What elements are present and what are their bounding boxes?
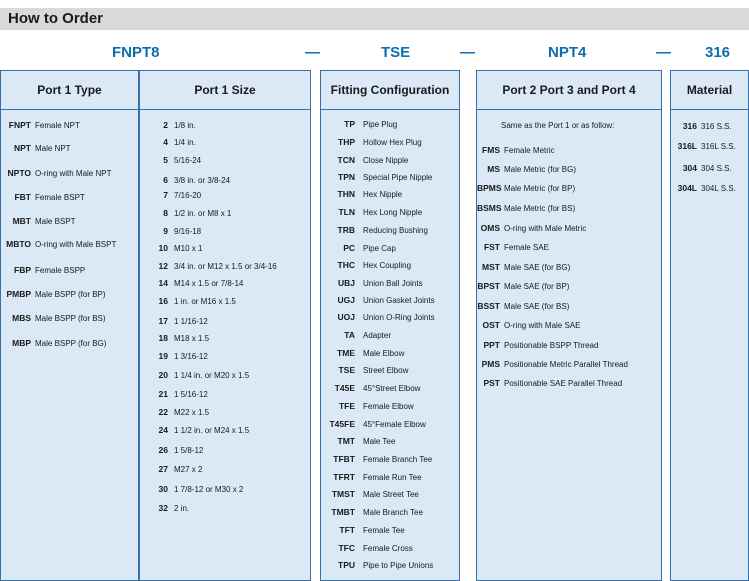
list-item: 8 1/2 in. or M8 x 1 [163, 208, 232, 218]
order-code-fitting: TSE [381, 44, 411, 61]
list-item: TA Adapter [344, 330, 392, 340]
list-item: MBP Male BSPP (for BG) [12, 338, 107, 348]
list-item: OST O-ring with Male SAE [482, 320, 581, 330]
list-item: BPMS Male Metric (for BP) [477, 183, 576, 193]
list-item: UOJ Union O-Ring Joints [337, 312, 435, 322]
list-item: TFRT Female Run Tee [333, 472, 422, 482]
list-item: TSE Street Elbow [338, 365, 409, 375]
list-item: 304L 304L S.S. [677, 183, 736, 193]
list-item: PPT Positionable BSPP Thread [483, 340, 599, 350]
list-item: 10 M10 x 1 [158, 243, 203, 253]
list-item: UGJ Union Gasket Joints [337, 295, 435, 305]
list-item: TFC Female Cross [338, 543, 413, 553]
list-item: T45FE 45°Female Elbow [329, 419, 426, 429]
list-item: PMS Positionable Metric Parallel Thread [481, 359, 628, 369]
port2-note: Same as the Port 1 or as follow: [501, 121, 615, 130]
list-item: 9 9/16-18 [163, 226, 202, 236]
list-item: 12 3/4 in. or M12 x 1.5 or 3/4-16 [158, 261, 277, 271]
list-item: 316 316 S.S. [682, 121, 732, 131]
list-item: MBS Male BSPP (for BS) [12, 313, 106, 323]
list-item: TFT Female Tee [339, 525, 405, 535]
list-item: 14 M14 x 1.5 or 7/8-14 [158, 278, 244, 288]
list-item: 17 1 1/16-12 [158, 316, 208, 326]
list-item: 18 M18 x 1.5 [158, 333, 210, 343]
list-item: TP Pipe Plug [344, 119, 398, 129]
list-item: TRB Reducing Bushing [337, 225, 428, 235]
section-header [0, 8, 749, 30]
list-item: 20 1 1/4 in. or M20 x 1.5 [158, 370, 250, 380]
dash-separator: — [305, 44, 320, 61]
column-header: Port 1 Type [1, 71, 138, 110]
list-item: TFBT Female Branch Tee [333, 454, 433, 464]
list-item: FBT Female BSPT [14, 192, 85, 202]
list-item: MBTO O-ring with Male BSPT [6, 239, 117, 249]
list-item: THP Hollow Hex Plug [338, 137, 422, 147]
list-item: TPN Special Pipe Nipple [338, 172, 433, 182]
list-item: FMS Female Metric [482, 145, 555, 155]
list-item: 16 1 in. or M16 x 1.5 [158, 296, 236, 306]
list-item: 304 304 S.S. [682, 163, 732, 173]
port1-size-column [139, 70, 311, 581]
port2-column [476, 70, 662, 581]
list-item: 316L 316L S.S. [677, 141, 736, 151]
list-item: PST Positionable SAE Parallel Thread [483, 378, 623, 388]
list-item: 4 1/4 in. [163, 137, 196, 147]
list-item: 7 7/16-20 [163, 190, 202, 200]
list-item: 19 1 3/16-12 [158, 351, 208, 361]
column-header: Material [671, 71, 748, 110]
list-item: TMST Male Street Tee [331, 489, 419, 499]
list-item: FST Female SAE [483, 242, 549, 252]
list-item: T45E 45°Street Elbow [334, 383, 421, 393]
list-item: NPTO O-ring with Male NPT [7, 168, 112, 178]
order-code-port1: FNPT8 [112, 44, 160, 61]
list-item: TMBT Male Branch Tee [331, 507, 423, 517]
list-item: 6 3/8 in. or 3/8-24 [163, 175, 231, 185]
list-item: FNPT Female NPT [8, 120, 80, 130]
list-item: THC Hex Coupling [337, 260, 412, 270]
order-code-material: 316 [705, 44, 731, 61]
list-item: 32 2 in. [158, 503, 190, 513]
list-item: NPT Male NPT [14, 143, 71, 153]
list-item: BSST Male SAE (for BS) [477, 301, 570, 311]
list-item: 24 1 1/2 in. or M24 x 1.5 [158, 425, 250, 435]
list-item: 30 1 7/8-12 or M30 x 2 [158, 484, 244, 494]
dash-separator: — [656, 44, 671, 61]
list-item: FBP Female BSPP [14, 265, 86, 275]
fitting-configuration-column [320, 70, 460, 581]
column-header: Port 2 Port 3 and Port 4 [477, 71, 661, 110]
list-item: TMT Male Tee [337, 436, 396, 446]
list-item: PC Pipe Cap [343, 243, 396, 253]
column-header: Port 1 Size [140, 71, 310, 110]
list-item: PMBP Male BSPP (for BP) [6, 289, 106, 299]
list-item: MST Male SAE (for BG) [482, 262, 571, 272]
list-item: MS Male Metric (for BG) [487, 164, 577, 174]
list-item: 22 M22 x 1.5 [158, 407, 210, 417]
list-item: 26 1 5/8-12 [158, 445, 204, 455]
list-item: TME Male Elbow [337, 348, 405, 358]
list-item: 27 M27 x 2 [158, 464, 203, 474]
list-item: TFE Female Elbow [338, 401, 414, 411]
list-item: UBJ Union Ball Joints [337, 278, 423, 288]
column-header: Fitting Configuration [321, 71, 459, 110]
list-item: 21 1 5/16-12 [158, 389, 208, 399]
material-column [670, 70, 749, 581]
list-item: TCN Close Nipple [337, 155, 409, 165]
list-item: BPST Male SAE (for BP) [477, 281, 570, 291]
list-item: BSMS Male Metric (for BS) [477, 203, 576, 213]
list-item: 2 1/8 in. [163, 120, 196, 130]
list-item: MBT Male BSPT [12, 216, 76, 226]
section-title: How to Order [8, 10, 104, 27]
list-item: OMS O-ring with Male Metric [480, 223, 587, 233]
list-item: TLN Hex Long Nipple [338, 207, 423, 217]
list-item: 5 5/16-24 [163, 155, 202, 165]
port1-type-column [0, 70, 139, 581]
order-code-port2: NPT4 [548, 44, 587, 61]
list-item: TPU Pipe to Pipe Unions [338, 560, 434, 570]
list-item: THN Hex Nipple [337, 189, 403, 199]
dash-separator: — [460, 44, 475, 61]
